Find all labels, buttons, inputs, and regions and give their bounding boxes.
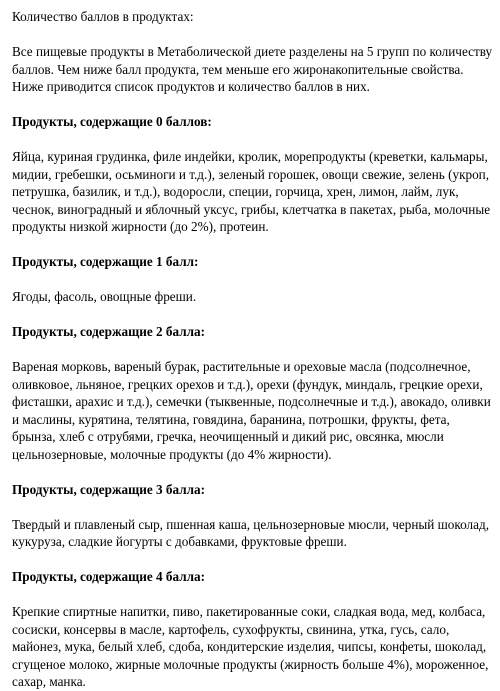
- section-3-text: Твердый и плавленый сыр, пшенная каша, цельнозерновые мюсли, черный шоколад, кукуруза, сладкие йогурты с добавками, фруктовые фреши.: [12, 516, 489, 549]
- section-2-text: Вареная морковь, вареный бурак, растительные и ореховые масла (подсолнечное, оливковое, льняное, грецких орехов и т.д.), орехи (фундук, миндаль, грецкие орехи, фисташки, арахис и т.д.), семечки (тыквенные, подсолнечные и т.д.), авокадо, оливки и маслины, курятина, телятина, говядина, баранина, потрошки, фрукты, фета, брынза, хлеб с отрубями, гречка, неочищенный и дикий рис, овсянка, мюсли цельнозерновые, молочные продукты (до 4% жирности).: [12, 359, 491, 462]
- section-4-heading: Продукты, содержащие 4 балла:: [12, 569, 205, 584]
- document-body: [12, 8, 496, 691]
- document-title: Количество баллов в продуктах:: [12, 9, 194, 24]
- section-1-text: Ягоды, фасоль, овощные фреши.: [12, 289, 197, 304]
- document-intro: Все пищевые продукты в Метаболической диете разделены на 5 групп по количеству баллов. Чем ниже балл продукта, тем меньше его жиронакопительные свойства. Ниже приводится список продуктов и количество баллов в них.: [12, 44, 493, 94]
- section-0-heading: Продукты, содержащие 0 баллов:: [12, 114, 212, 129]
- section-3-heading: Продукты, содержащие 3 балла:: [12, 481, 205, 497]
- section-0-text: Яйца, куриная грудинка, филе индейки, кролик, морепродукты (креветки, кальмары, мидии, гребешки, осьминоги и т.д.), зеленый горошек, овощи свежие, зелень (укроп, петрушка, базилик, и т.д.), водоросли, специи, горчица, хрен, лимон, лайм, лук, чеснок, виноградный и яблочный уксус, грибы, клетчатка в пакетах, рыба, молочные продукты низкой жирности (до 2%), протеин.: [12, 149, 491, 234]
- section-4-text: Крепкие спиртные напитки, пиво, пакетированные соки, сладкая вода, мед, колбаса, сосиски, консервы в масле, картофель, сухофрукты, свинина, утка, гусь, сало, майонез, мука, белый хлеб, сдоба, кондитерские изделия, чипсы, конфеты, шоколад, сгущеное молоко, жирные молочные продукты (жирность больше 4%), мороженное, сахар, манка.: [12, 604, 489, 689]
- section-1-heading: Продукты, содержащие 1 балл:: [12, 254, 199, 269]
- section-2-heading: Продукты, содержащие 2 балла:: [12, 324, 205, 339]
